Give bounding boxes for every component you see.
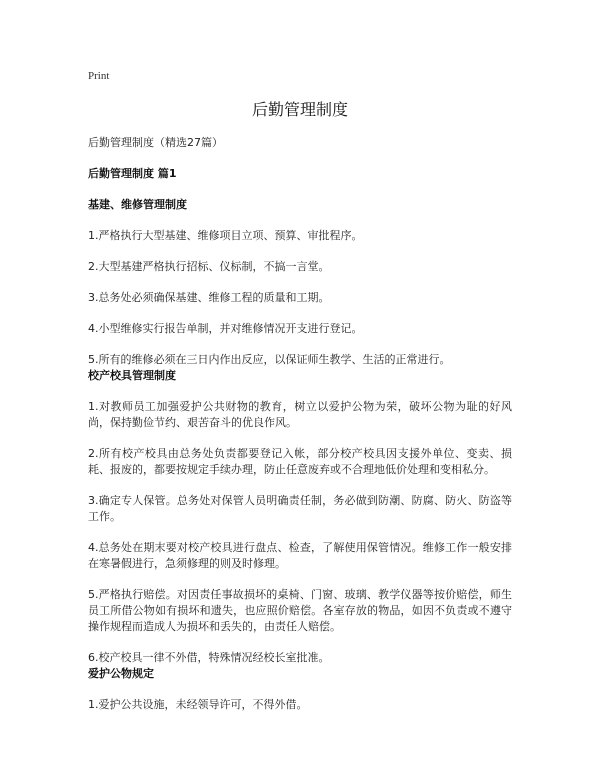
list-item: 1.爱护公共设施，未经领导许可，不得外借。 <box>88 698 308 711</box>
list-item: 2.大型基建严格执行招标、仪标制，不搞一言堂。 <box>88 260 330 273</box>
list-item: 2.所有校产校具由总务处负责都要登记入帐，部分校产校具因支援外单位、变卖、损耗、报废的，都要按规定手续办理，防止任意废弃或不合理地低价处理和变相私分。 <box>88 447 512 476</box>
document-title: 后勤管理制度 <box>251 100 348 119</box>
list-item: 3.确定专人保管。总务处对保管人员明确责任制，务必做到防潮、防腐、防火、防盗等工作。 <box>88 494 512 523</box>
list-item: 5.所有的维修必须在三日内作出反应，以保证师生教学、生活的正常进行。 <box>88 353 451 366</box>
list-item: 5.严格执行赔偿。对因责任事故损坏的桌椅、门窗、玻璃、教学仪器等按价赔偿，师生员工所借公物如有损坏和遗失，也应照价赔偿。各室存放的物品，如因不负责或不遵守操作规程而造成人为损坏和丢失的，由责任人赔偿。 <box>88 588 512 633</box>
list-item: 4.小型维修实行报告单制，并对维修情况开支进行登记。 <box>88 322 363 335</box>
section-heading: 校产校具管理制度 <box>88 369 176 382</box>
list-item: 4.总务处在期末要对校产校具进行盘点、检查，了解使用保管情况。维修工作一般安排在寒暑假进行，急须修理的则及时修理。 <box>88 541 512 570</box>
document-subtitle: 后勤管理制度（精选27篇） <box>88 136 223 149</box>
print-link[interactable]: Print <box>88 70 110 82</box>
section-heading: 基建、维修管理制度 <box>88 198 187 211</box>
section-heading: 爱护公物规定 <box>88 667 154 680</box>
section-public-property <box>88 666 512 713</box>
list-item: 3.总务处必须确保基建、维修工程的质量和工期。 <box>88 291 330 304</box>
list-item: 1.对教师员工加强爱护公共财物的教育，树立以爱护公物为荣，破坏公物为耻的好风尚，保持勤俭节约、艰苦奋斗的优良作风。 <box>88 400 512 429</box>
section-school-property <box>88 368 512 666</box>
section-infrastructure <box>88 197 512 368</box>
list-item: 6.校产校具一律不外借，特殊情况经校长室批准。 <box>88 651 330 664</box>
list-item: 1.严格执行大型基建、维修项目立项、预算、审批程序。 <box>88 229 363 242</box>
part-heading: 后勤管理制度 篇1 <box>88 167 177 180</box>
